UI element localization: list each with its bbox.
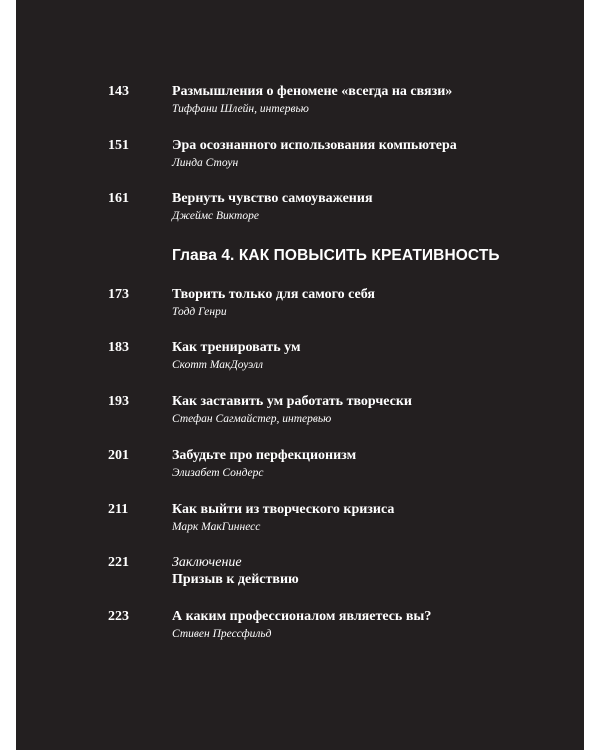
- page-number: 143: [108, 84, 129, 99]
- entry-title: Творить только для самого себя: [172, 287, 375, 302]
- page-number: 161: [108, 191, 129, 206]
- entry-author: Скотт МакДоуэлл: [172, 359, 263, 371]
- page-number: 201: [108, 448, 129, 463]
- conclusion-label: Заключение: [172, 555, 242, 570]
- entry-author: Тодд Генри: [172, 306, 227, 318]
- entry-author: Марк МакГиннесс: [172, 521, 261, 533]
- entry-author: Тиффани Шлейн, интервью: [172, 103, 309, 115]
- page-number: 173: [108, 287, 129, 302]
- entry-title: Размышления о феномене «всегда на связи»: [172, 84, 453, 99]
- entry-title: Эра осознанного использования компьютера: [172, 138, 457, 153]
- entry-title: Забудьте про перфекционизм: [172, 448, 357, 463]
- entry-author: Элизабет Сондерс: [172, 467, 264, 479]
- page-number: 223: [108, 609, 129, 624]
- entry-author: Стефан Сагмайстер, интервью: [172, 413, 332, 425]
- toc-page: [16, 0, 584, 750]
- page-number: 193: [108, 394, 129, 409]
- page-number: 151: [108, 138, 129, 153]
- entry-title: Призыв к действию: [172, 572, 299, 587]
- entry-title: Как тренировать ум: [172, 340, 301, 355]
- entry-author: Стивен Прессфильд: [172, 628, 272, 640]
- entry-author: Джеймс Викторе: [172, 210, 259, 222]
- entry-author: Линда Стоун: [172, 157, 239, 169]
- page-number: 221: [108, 555, 129, 570]
- entry-title: Как заставить ум работать творчески: [172, 394, 412, 409]
- page-number: 211: [108, 502, 129, 517]
- page-number: 183: [108, 340, 129, 355]
- entry-title: Как выйти из творческого кризиса: [172, 502, 395, 517]
- entry-title: Вернуть чувство самоуважения: [172, 191, 373, 206]
- entry-title: А каким профессионалом являетесь вы?: [172, 609, 432, 624]
- chapter-heading: Глава 4. КАК ПОВЫСИТЬ КРЕАТИВНОСТЬ: [172, 247, 500, 264]
